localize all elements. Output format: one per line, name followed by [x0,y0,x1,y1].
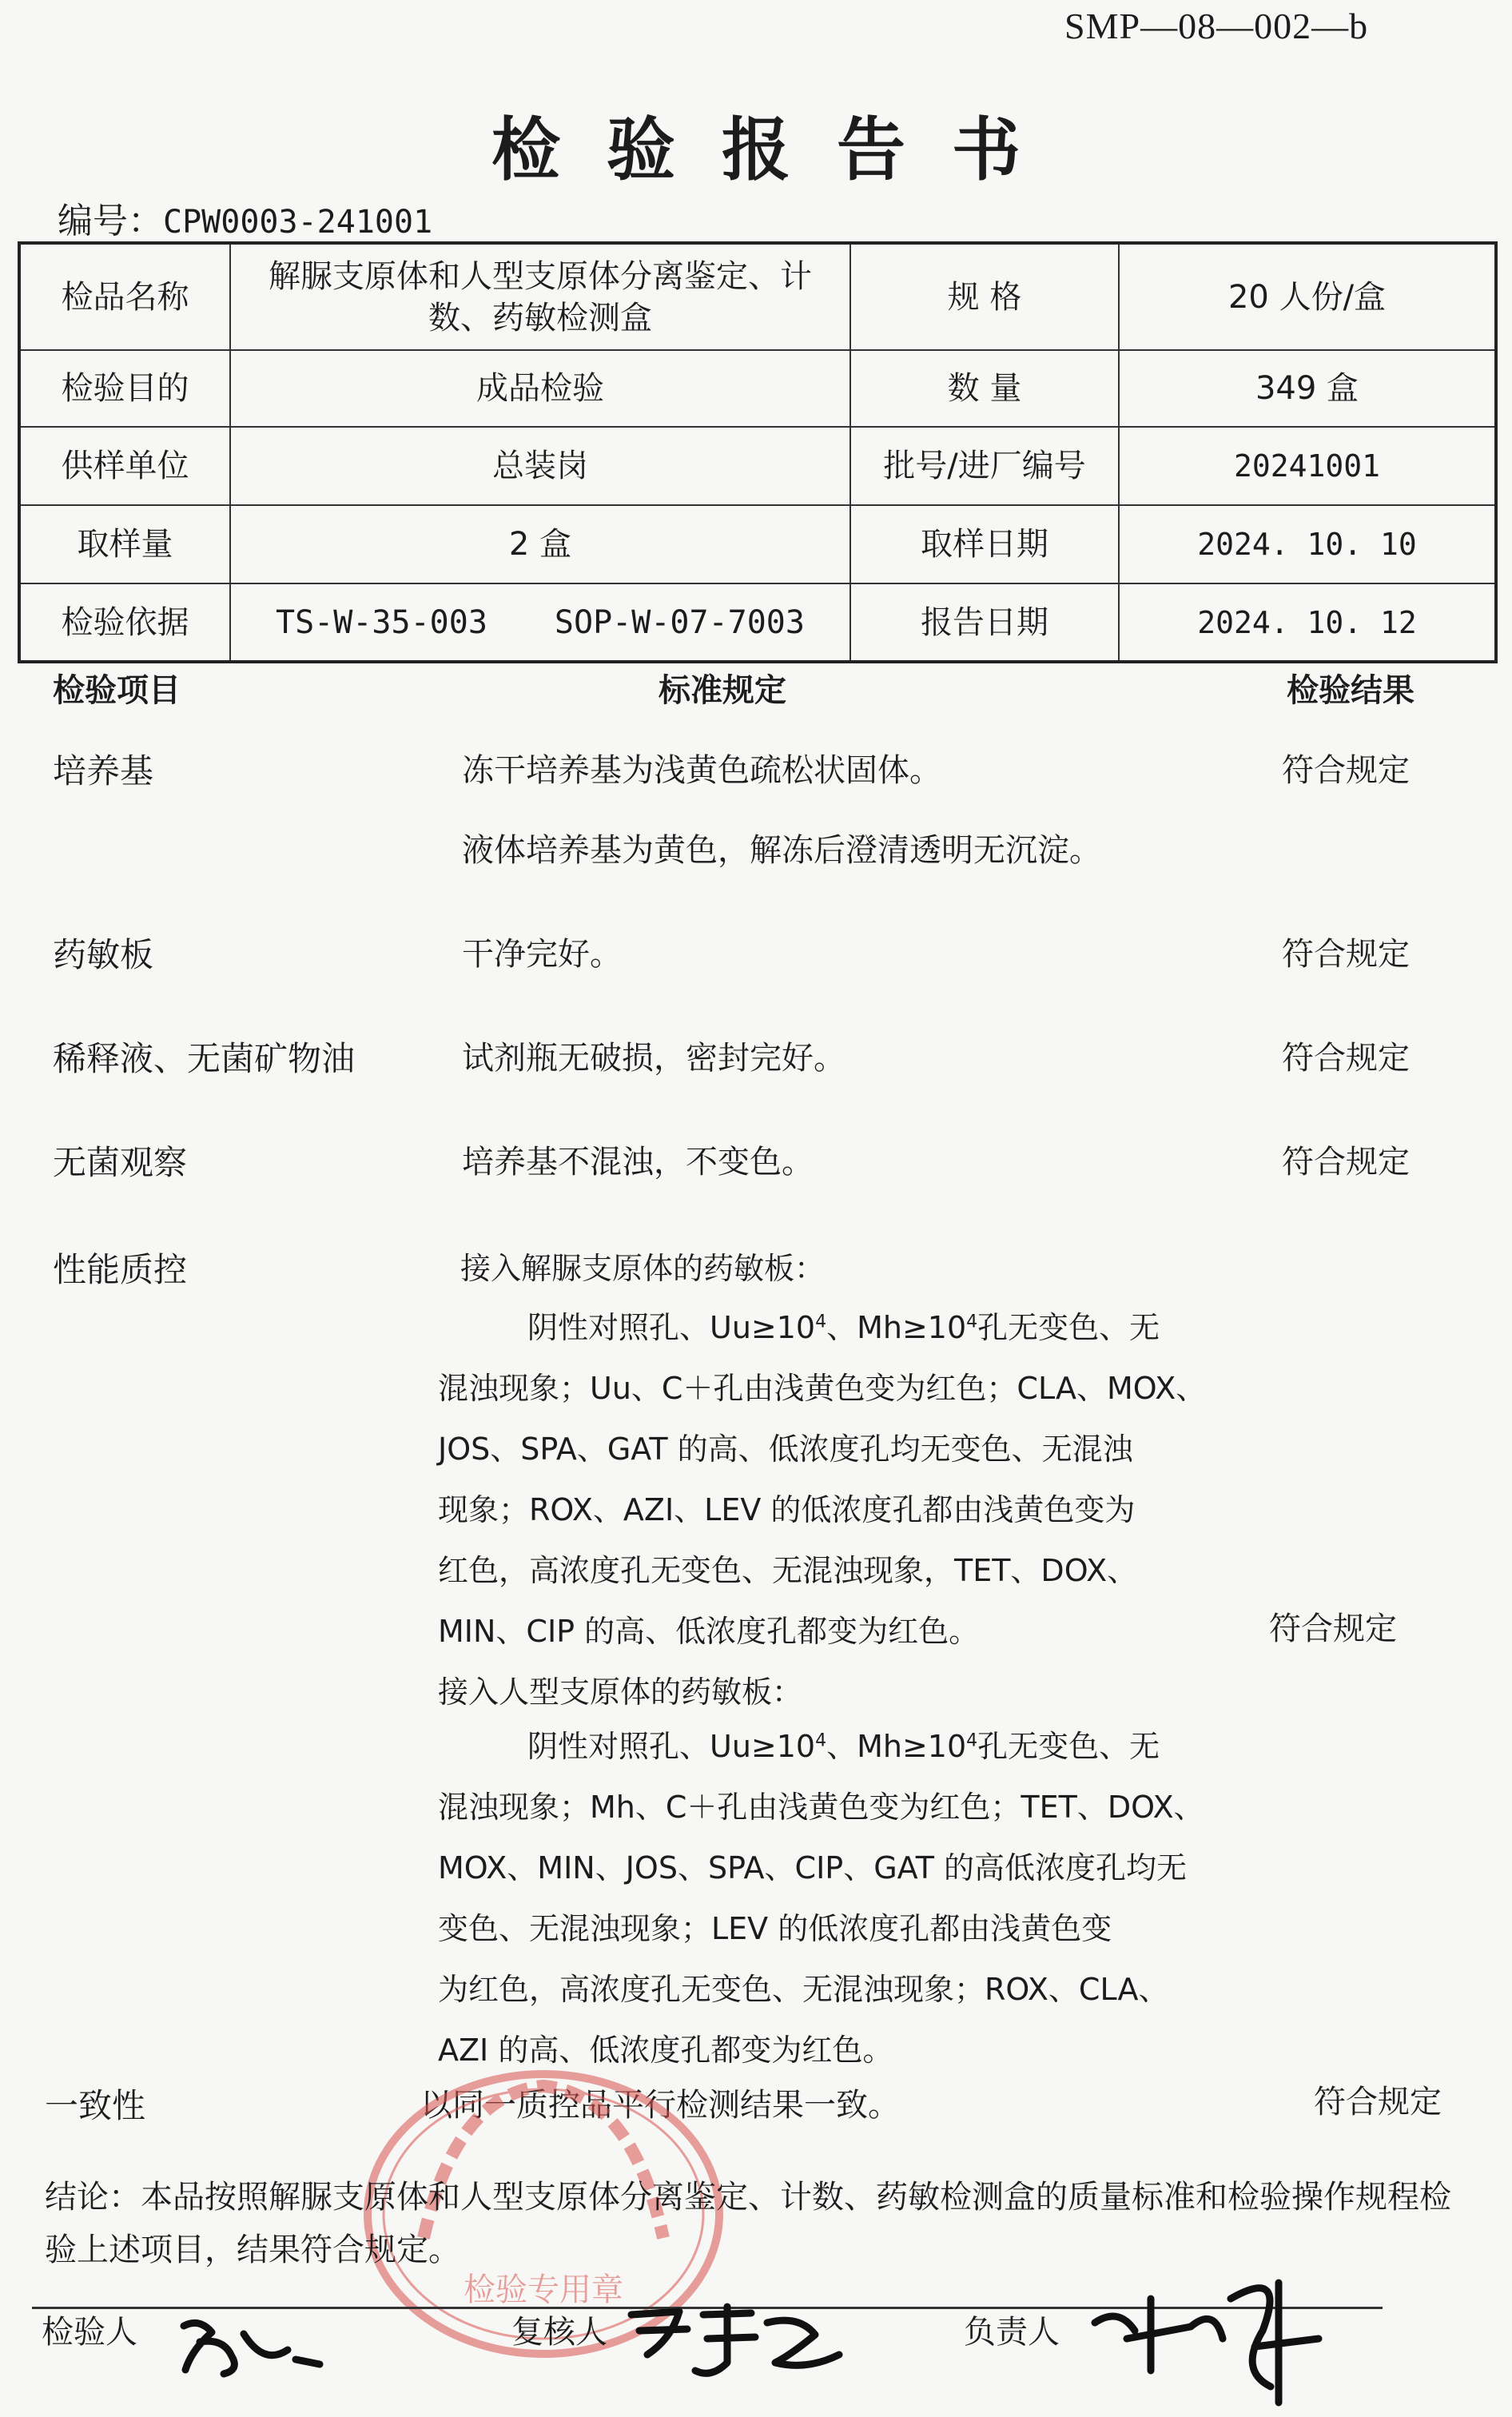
table-row [19,427,1496,505]
perf-uu-line-5: 红色，高浓度孔无变色、无混浊现象，TET、DOX、 [438,1553,1138,1588]
product-name-value: 解脲支原体和人型支原体分离鉴定、计数、药敏检测盒 [230,243,850,350]
stamp-text: 检验专用章 [464,2272,623,2308]
basis-label: 检验依据 [19,583,230,662]
header-result: 检验结果 [1287,672,1415,709]
manager-signature-image [1079,2251,1335,2411]
std-consistency: 以同一质控品平行检测结果一致。 [420,2087,900,2124]
table-row [19,505,1496,583]
table-row [19,243,1496,350]
result-diluent: 符合规定 [1282,1040,1410,1077]
spec-label: 规 格 [850,243,1119,350]
inspector-signature-image [168,2294,344,2390]
report-date-value: 2024. 10. 12 [1119,583,1496,662]
spec-value: 20 人份/盒 [1119,243,1496,350]
supplier-label: 供样单位 [19,427,230,505]
perf-mh-line-1: 阴性对照孔、$Uu\ge 10^4$、$Mh\ge 10^4$孔无变色、无 [527,1729,1160,1764]
std-medium-2: 液体培养基为黄色，解冻后澄清透明无沉淀。 [462,832,1101,869]
report-date-label: 报告日期 [850,583,1119,662]
perf-mh-line-4: 变色、无混浊现象；LEV 的低浓度孔都由浅黄色变 [438,1911,1112,1946]
purpose-label: 检验目的 [19,350,230,427]
item-medium: 培养基 [53,751,154,790]
result-sterile: 符合规定 [1282,1144,1410,1181]
perf-uu-line-2: 混浊现象；Uu、C＋孔由浅黄色变为红色；CLA、MOX、 [438,1371,1207,1406]
perf-uu-line-6: MIN、CIP 的高、低浓度孔都变为红色。 [438,1614,980,1649]
report-number [58,192,432,243]
item-sterile: 无菌观察 [53,1143,188,1182]
perf-uu-line-3: JOS、SPA、GAT 的高、低浓度孔均无变色、无混浊 [438,1431,1133,1467]
inspector-label: 检验人 [42,2314,137,2351]
item-plate: 药敏板 [53,935,154,974]
document-code: SMP—08—002—b [1064,6,1369,46]
table-row [19,583,1496,662]
sample-qty-value: 2 盒 [230,505,850,583]
item-diluent: 稀释液、无菌矿物油 [53,1039,356,1078]
info-table [18,241,1498,663]
perf-mh-line-5: 为红色，高浓度孔无变色、无混浊现象；ROX、CLA、 [438,1972,1169,2007]
perf-mh-title: 接入人型支原体的药敏板： [438,1674,803,1710]
item-performance: 性能质控 [53,1250,188,1289]
report-number-value: CPW0003-241001 [163,204,433,241]
result-performance: 符合规定 [1269,1611,1397,1647]
conclusion: 结论：本品按照解脲支原体和人型支原体分离鉴定、计数、药敏检测盒的质量标准和检验操作规程检验上述项目，结果符合规定。 [45,2179,1451,2268]
sample-date-value: 2024. 10. 10 [1119,505,1496,583]
std-sterile: 培养基不混浊，不变色。 [462,1144,814,1181]
reviewer-label: 复核人 [511,2314,607,2351]
supplier-value: 总装岗 [230,427,850,505]
page-title: 检验报告书 [491,110,1067,190]
perf-uu-title: 接入解脲支原体的药敏板： [460,1251,826,1286]
perf-mh-line-3: MOX、MIN、JOS、SPA、CIP、GAT 的高低浓度孔均无 [438,1850,1187,1885]
result-consistency: 符合规定 [1314,2084,1442,2120]
sample-qty-label: 取样量 [19,505,230,583]
manager-label: 负责人 [964,2314,1060,2351]
header-item: 检验项目 [53,672,181,709]
batch-label: 批号/进厂编号 [850,427,1119,505]
table-row [19,350,1496,427]
basis-values [230,583,850,662]
quantity-value: 349 盒 [1119,350,1496,427]
purpose-value: 成品检验 [230,350,850,427]
report-number-label: 编号： [58,201,163,241]
perf-mh-line-2: 混浊现象；Mh、C＋孔由浅黄色变为红色；TET、DOX、 [438,1790,1204,1825]
std-diluent: 试剂瓶无破损，密封完好。 [462,1040,846,1077]
perf-mh-line-6: AZI 的高、低浓度孔都变为红色。 [438,2033,893,2068]
perf-uu-line-1: 阴性对照孔、$Uu\ge 10^4$、$Mh\ge 10^4$孔无变色、无 [527,1310,1160,1345]
product-name-label: 检品名称 [19,243,230,350]
result-plate: 符合规定 [1282,936,1410,973]
quantity-label: 数 量 [850,350,1119,427]
basis-value-1: TS-W-35-003 [276,603,487,641]
batch-value: 20241001 [1119,427,1496,505]
std-plate: 干净完好。 [462,936,622,973]
item-consistency: 一致性 [45,2086,146,2125]
perf-uu-line-4: 现象；ROX、AZI、LEV 的低浓度孔都由浅黄色变为 [438,1492,1136,1527]
header-standard: 标准规定 [659,672,786,709]
basis-value-2: SOP-W-07-7003 [554,603,805,641]
std-medium-1: 冻干培养基为浅黄色疏松状固体。 [462,752,941,789]
result-medium: 符合规定 [1282,752,1410,789]
sample-date-label: 取样日期 [850,505,1119,583]
reviewer-signature-image [615,2291,855,2395]
